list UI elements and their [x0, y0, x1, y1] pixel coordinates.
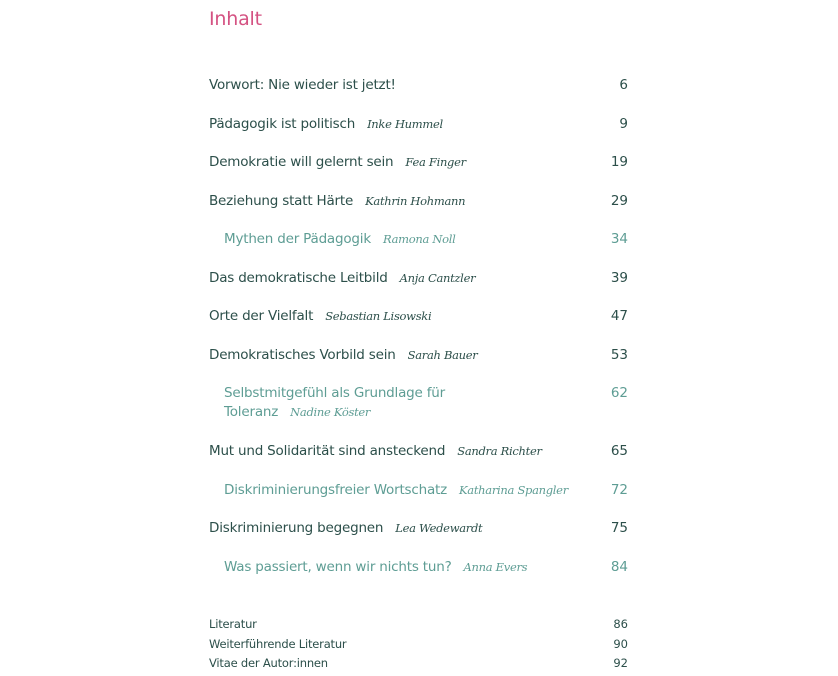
- entry-title-text: Das demokratische Leitbild: [209, 269, 388, 286]
- toc-entry-title: [209, 76, 396, 95]
- toc-entry-page: 39: [610, 269, 628, 286]
- entry-title-text: Was passiert, wenn wir nichts tun?: [224, 558, 452, 575]
- toc-entry-author: Ramona Noll: [382, 232, 456, 246]
- toc-entry-title: [224, 230, 474, 249]
- toc-entry-page: 62: [610, 385, 628, 401]
- toc-entry-title: [209, 442, 542, 461]
- toc-entry-author: Anna Evers: [463, 559, 528, 574]
- toc-entry-title: [209, 269, 475, 288]
- toc-entry-page: 84: [610, 558, 628, 575]
- toc-entry-title: [209, 519, 482, 538]
- toc-entry-author: Anja Cantzler: [399, 270, 476, 285]
- toc-entry-author: Katharina Spangler: [459, 482, 568, 497]
- toc-entry-page: 47: [610, 308, 628, 324]
- entry-title-text: Selbstmitgefühl als Grundlage für Toleranz: [224, 385, 445, 420]
- back-matter-list: [209, 617, 628, 676]
- toc-entry-author: Inke Hummel: [367, 116, 443, 131]
- back-matter-item[interactable]: [209, 617, 628, 637]
- toc-entry-title: [209, 192, 465, 211]
- toc-entry-page: 53: [610, 346, 628, 363]
- toc-entry-page: 19: [610, 154, 628, 170]
- entry-title-text: Mythen der Pädagogik: [224, 231, 371, 247]
- toc-entry-author: Sebastian Lisowski: [325, 309, 432, 323]
- toc-entry-page: 72: [610, 481, 628, 498]
- entry-title-text: Orte der Vielfalt: [209, 308, 314, 324]
- back-matter-label: Literatur: [209, 617, 257, 631]
- entry-title-text: Pädagogik ist politisch: [209, 115, 356, 132]
- entry-title-text: Demokratie will gelernt sein: [209, 154, 394, 170]
- back-matter-item[interactable]: [209, 656, 628, 676]
- toc-entry-page: 34: [610, 231, 628, 247]
- page-title: Inhalt: [209, 7, 262, 30]
- toc-entry-author: Kathrin Hohmann: [365, 193, 466, 208]
- toc-entry-title: [224, 481, 604, 500]
- toc-entry-title: [209, 307, 431, 326]
- back-matter-page: 86: [613, 617, 628, 631]
- toc-entry-author: Sarah Bauer: [407, 347, 478, 362]
- toc-entry-page: 29: [610, 192, 628, 209]
- toc-entry-page: 6: [619, 77, 628, 93]
- toc-entry-author: Sandra Richter: [457, 444, 542, 458]
- back-matter-page: 92: [613, 656, 628, 670]
- toc-entry-title: [209, 115, 443, 134]
- back-matter-item[interactable]: [209, 637, 628, 657]
- toc-entry-page: 9: [619, 115, 628, 132]
- toc-entry-title: [224, 384, 474, 422]
- entry-title-text: Diskriminierung begegnen: [209, 520, 384, 536]
- toc-entry-author: Nadine Köster: [290, 405, 371, 419]
- toc-entry-page: 65: [610, 443, 628, 459]
- toc-entry-title: [209, 346, 478, 365]
- entry-title-text: Beziehung statt Härte: [209, 192, 354, 209]
- toc-entry-author: Fea Finger: [405, 155, 466, 169]
- toc-entry-author: Lea Wedewardt: [395, 521, 483, 535]
- back-matter-label: Weiterführende Literatur: [209, 636, 347, 651]
- back-matter-page: 90: [613, 636, 628, 651]
- back-matter-label: Vitae der Autor:innen: [209, 656, 328, 670]
- toc-entry-page: 75: [610, 520, 628, 536]
- entry-title-text: Diskriminierungsfreier Wortschatz: [224, 481, 448, 498]
- entry-title-text: Vorwort: Nie wieder ist jetzt!: [209, 77, 396, 93]
- toc-entry-title: [209, 153, 466, 172]
- toc-entry-title: [224, 558, 604, 577]
- entry-title-text: Mut und Solidarität sind ansteckend: [209, 443, 446, 459]
- entry-title-text: Demokratisches Vorbild sein: [209, 346, 396, 363]
